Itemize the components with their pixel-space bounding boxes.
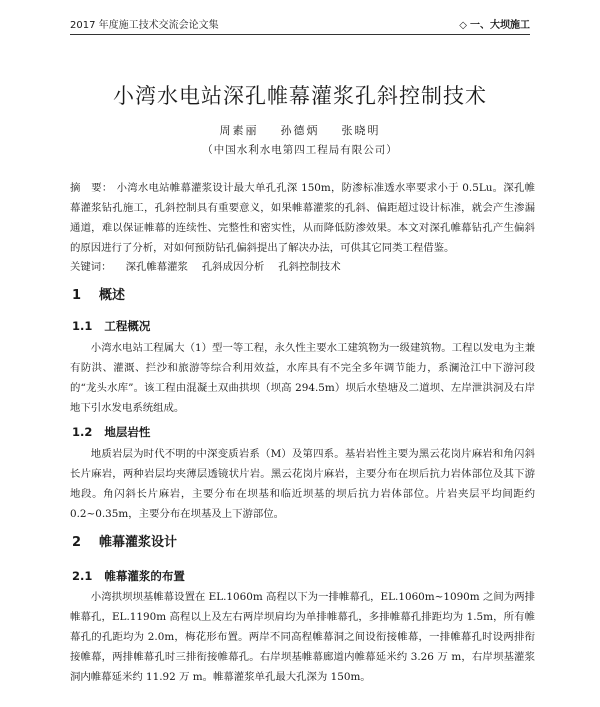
paragraph: 地质岩层为时代不明的中深变质岩系（M）及第四系。基岩岩性主要为黑云花岗片麻岩和角闪斜长片麻岩，两种岩层均夹薄层透镜状片岩。黑云花岗片麻岩，主要分布在坝后抗力岩体部位及其下游地段。角闪斜长片麻岩，主要分布在坝基和临近坝基的坝后抗力岩体部位。片岩夹层平均间距约 0.2~0.35m，主要分布在坝基及上下游部位。 bbox=[70, 448, 535, 520]
subsection-title: 工程概况 bbox=[104, 319, 151, 333]
keyword: 深孔帷幕灌浆 bbox=[125, 261, 188, 273]
paragraph: 小湾水电站工程属大（1）型一等工程，永久性主要水工建筑物为一级建筑物。工程以发电为主兼有防洪、灌溉、拦沙和旅游等综合利用效益，水库具有不完全多年调节能力，系澜沧江中下游河段的“龙头水库”。该工程由混凝土双曲拱坝（坝高 294.5m）坝后水垫塘及二道坝、左岸泄洪洞及右岸地下引水发电系统组成。 bbox=[70, 342, 535, 414]
abstract-label: 摘 要： bbox=[70, 182, 113, 194]
abstract-text: 小湾水电站帷幕灌浆设计最大单孔孔深 150m，防渗标准透水率要求小于 0.5Lu。深孔帷幕灌浆钻孔施工，孔斜控制具有重要意义，如果帷幕灌浆的孔斜、偏距超过设计标准，就会产生渗漏通道，难以保证帷幕的连续性、完整性和密实性，从而降低防渗效果。本文对深孔帷幕钻孔产生偏斜的原因进行了分析，对如何预防钻孔偏斜提出了解决办法，可供其它同类工程借鉴。 bbox=[70, 182, 535, 254]
paper-title: 小湾水电站深孔帷幕灌浆孔斜控制技术 bbox=[113, 84, 487, 108]
author-name: 张晓明 bbox=[341, 124, 381, 137]
proceedings-title: 2017 年度施工技术交流会论文集 bbox=[70, 20, 219, 31]
keywords bbox=[70, 258, 535, 276]
affiliation: （中国水利水电第四工程局有限公司） bbox=[202, 144, 398, 156]
chapter-label-text: 一、大坝施工 bbox=[470, 20, 530, 31]
subsection-heading bbox=[72, 318, 150, 334]
running-header bbox=[70, 18, 530, 35]
subsection-heading bbox=[72, 568, 185, 584]
abstract bbox=[70, 178, 535, 258]
section-title: 概述 bbox=[99, 288, 126, 303]
subsection-number: 2.1 bbox=[72, 569, 93, 583]
subsection-heading bbox=[72, 424, 150, 440]
keyword: 孔斜成因分析 bbox=[201, 261, 265, 273]
subsection-number: 1.2 bbox=[72, 425, 93, 439]
section-heading bbox=[72, 531, 177, 550]
section-heading bbox=[72, 284, 125, 303]
keywords-label: 关键词： bbox=[70, 261, 112, 273]
author-name: 周素丽 bbox=[219, 124, 259, 137]
section-number: 1 bbox=[72, 288, 82, 303]
subsection-title: 地层岩性 bbox=[104, 425, 151, 439]
section-number: 2 bbox=[72, 535, 82, 550]
paragraph: 小湾拱坝坝基帷幕设置在 EL.1060m 高程以下为一排帷幕孔，EL.1060m~1090m 之间为两排帷幕孔，EL.1190m 高程以上及左右两岸坝肩均为单排帷幕孔，多排帷幕孔排距均为 1.5m，所有帷幕孔的孔距均为 2.0m，梅花形布置。两岸不同高程帷幕洞之间设衔接帷幕，一排帷幕孔时设两排衔接帷幕，两排帷幕孔时三排衔接帷幕孔。右岸坝基帷幕廊道内帷幕延米约 3.26 万 m，右岸坝基灌浆洞内帷幕延米约 11.92 万 m。帷幕灌浆单孔最大孔深为 150m。 bbox=[70, 591, 535, 683]
subsection-number: 1.1 bbox=[72, 319, 93, 333]
author-name: 孙德炳 bbox=[280, 124, 320, 137]
chapter-label bbox=[459, 18, 530, 34]
section-title: 帷幕灌浆设计 bbox=[99, 535, 178, 550]
diamond-icon: ◇ bbox=[459, 20, 467, 31]
subsection-title: 帷幕灌浆的布置 bbox=[104, 569, 185, 583]
authors bbox=[0, 122, 600, 138]
keyword: 孔斜控制技术 bbox=[278, 261, 341, 273]
